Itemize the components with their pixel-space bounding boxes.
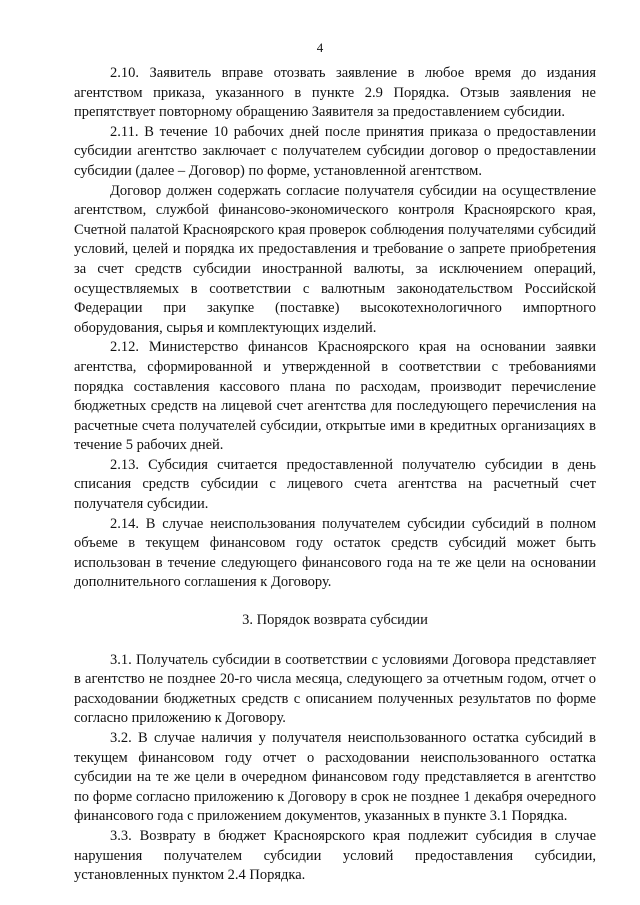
paragraph-2-14: 2.14. В случае неиспользования получателем субсидии субсидий в полном объеме в текущем финансовом году остаток средств субсидий может быть использован в течение следующего финансового года на те же цели на основании дополнительного соглашения к Договору. [74, 515, 596, 591]
paragraph-2-11: 2.11. В течение 10 рабочих дней после принятия приказа о предоставлении субсидии агентство заключает с получателем субсидии договор о предоставлении субсидии (далее – Договор) по форме, установленной агентством. [74, 123, 596, 179]
paragraph-3-1: 3.1. Получатель субсидии в соответствии с условиями Договора представляет в агентство не позднее 20-го числа месяца, следующего за отчетным годом, отчет о расходовании бюджетных средств с описанием полученных результатов по форме согласно приложению к Договору. [74, 651, 596, 727]
page-number: 4 [316, 40, 324, 55]
paragraph-contract-terms: Договор должен содержать согласие получателя субсидии на осуществление агентством, службой финансово-экономического контроля Красноярского края, Счетной палатой Красноярского края проверок соблюдения получателями субсидий условий, целей и порядка их предоставления и требование о запрете приобретения за счет средств субсидии иностранной валюты, за исключением операций, осуществляемых в соответствии с валютным законодательством Российской Федерации при закупке (поставке) высокотехнологичного импортного оборудования, сырья и комплектующих изделий. [74, 182, 596, 336]
paragraph-3-2: 3.2. В случае наличия у получателя неиспользованного остатка субсидий в текущем финансовом году отчет о расходовании неиспользованного остатка субсидии на те же цели в очередном финансовом году представляется в агентство по форме согласно приложению к Договору в срок не позднее 1 декабря очередного финансового года с приложением документов, указанных в пункте 3.1 Порядка. [74, 730, 596, 825]
paragraph-2-10: 2.10. Заявитель вправе отозвать заявление в любое время до издания агентством приказа, указанного в пункте 2.9 Порядка. Отзыв заявления не препятствует повторному обращению Заявителя за предоставлением субсидии. [74, 65, 596, 121]
section-3-heading: 3. Порядок возврата субсидии [242, 612, 428, 629]
paragraph-2-12: 2.12. Министерство финансов Красноярского края на основании заявки агентства, сформированной и утвержденной в соответствии с требованиями порядка составления кассового плана по расходам, производит перечисление бюджетных средств на лицевой счет агентства для последующего перечисления на расчетные счета получателей субсидии, открытые ими в кредитных организациях в течение 5 рабочих дней. [74, 339, 596, 454]
paragraph-2-13: 2.13. Субсидия считается предоставленной получателю субсидии в день списания средств субсидии с лицевого счета агентства на расчетный счет получателя субсидии. [74, 456, 596, 513]
paragraph-3-3: 3.3. Возврату в бюджет Красноярского края подлежит субсидия в случае нарушения получателем субсидии условий предоставления субсидии, установленных пунктом 2.4 Порядка. [74, 827, 596, 884]
document-body [74, 64, 596, 886]
